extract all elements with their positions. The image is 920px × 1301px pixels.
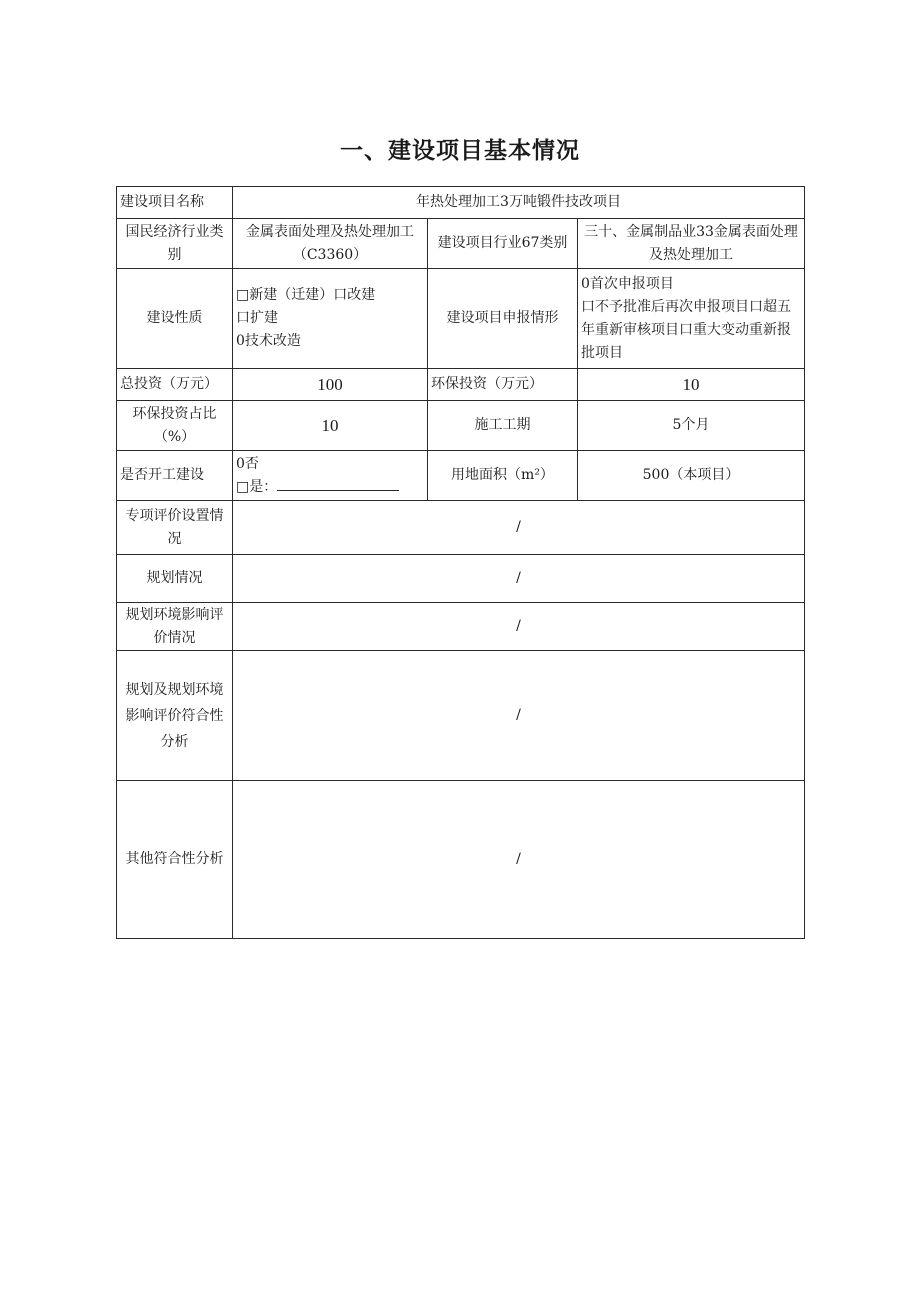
started-option-no: 0否 xyxy=(236,455,259,472)
table-row-investment xyxy=(117,369,805,401)
planning-label: 规划情况 xyxy=(117,555,233,603)
table-row-started xyxy=(117,451,805,501)
table-row-project-name xyxy=(117,187,805,219)
planning-env-value: / xyxy=(233,603,805,651)
nature-label: 建设性质 xyxy=(117,269,233,369)
planning-env-label: 规划环境影响评价情况 xyxy=(117,603,233,651)
nature-option-tech: 0技术改造 xyxy=(236,333,301,349)
project-info-table xyxy=(116,186,805,939)
industry-value: 金属表面处理及热处理加工（C3360） xyxy=(233,219,428,269)
table-row-industry xyxy=(117,219,805,269)
env-investment-label: 环保投资（万元） xyxy=(428,369,578,401)
other-analysis-value: / xyxy=(233,781,805,939)
ratio-value: 10 xyxy=(233,401,428,451)
application-label: 建设项目申报情形 xyxy=(428,269,578,369)
nature-option-new: □新建（迁建）口改建 xyxy=(236,287,376,303)
nature-option-expand: 口扩建 xyxy=(236,310,278,326)
application-option-first: 0首次申报项目 xyxy=(581,275,674,292)
table-row-planning xyxy=(117,555,805,603)
started-options xyxy=(233,451,428,501)
application-option-other: 口不予批准后再次申报项目口超五年重新审核项目口重大变动重新报批项目 xyxy=(581,298,791,361)
project-industry-label: 建设项目行业67类别 xyxy=(428,219,578,269)
project-name-value: 年热处理加工3万吨锻件技改项目 xyxy=(233,187,805,219)
construction-period-label: 施工工期 xyxy=(428,401,578,451)
started-option-yes xyxy=(236,476,424,499)
industry-label: 国民经济行业类别 xyxy=(117,219,233,269)
planning-value: / xyxy=(233,555,805,603)
env-investment-value: 10 xyxy=(578,369,805,401)
construction-period-value: 5个月 xyxy=(578,401,805,451)
table-row-other-analysis xyxy=(117,781,805,939)
nature-options xyxy=(233,269,428,369)
table-row-special-eval xyxy=(117,501,805,555)
table-row-planning-analysis xyxy=(117,651,805,781)
special-eval-label: 专项评价设置情况 xyxy=(117,501,233,555)
planning-analysis-label: 规划及规划环境影响评价符合性分析 xyxy=(117,651,233,781)
started-option-yes-label: □是： xyxy=(236,478,278,495)
planning-analysis-value: / xyxy=(233,651,805,781)
ratio-label: 环保投资占比（%） xyxy=(117,401,233,451)
application-options xyxy=(578,269,805,369)
land-area-value: 500（本项目） xyxy=(578,451,805,501)
special-eval-value: / xyxy=(233,501,805,555)
land-area-label: 用地面积（m²） xyxy=(428,451,578,501)
started-yes-blank xyxy=(277,476,399,491)
started-label: 是否开工建设 xyxy=(117,451,233,501)
table-row-nature xyxy=(117,269,805,369)
project-name-label: 建设项目名称 xyxy=(117,187,233,219)
investment-value: 100 xyxy=(233,369,428,401)
project-industry-value: 三十、金属制品业33金属表面处理及热处理加工 xyxy=(578,219,805,269)
page-title: 一、建设项目基本情况 xyxy=(340,138,580,164)
other-analysis-label: 其他符合性分析 xyxy=(117,781,233,939)
table-row-planning-env xyxy=(117,603,805,651)
table-row-ratio xyxy=(117,401,805,451)
investment-label: 总投资（万元） xyxy=(117,369,233,401)
